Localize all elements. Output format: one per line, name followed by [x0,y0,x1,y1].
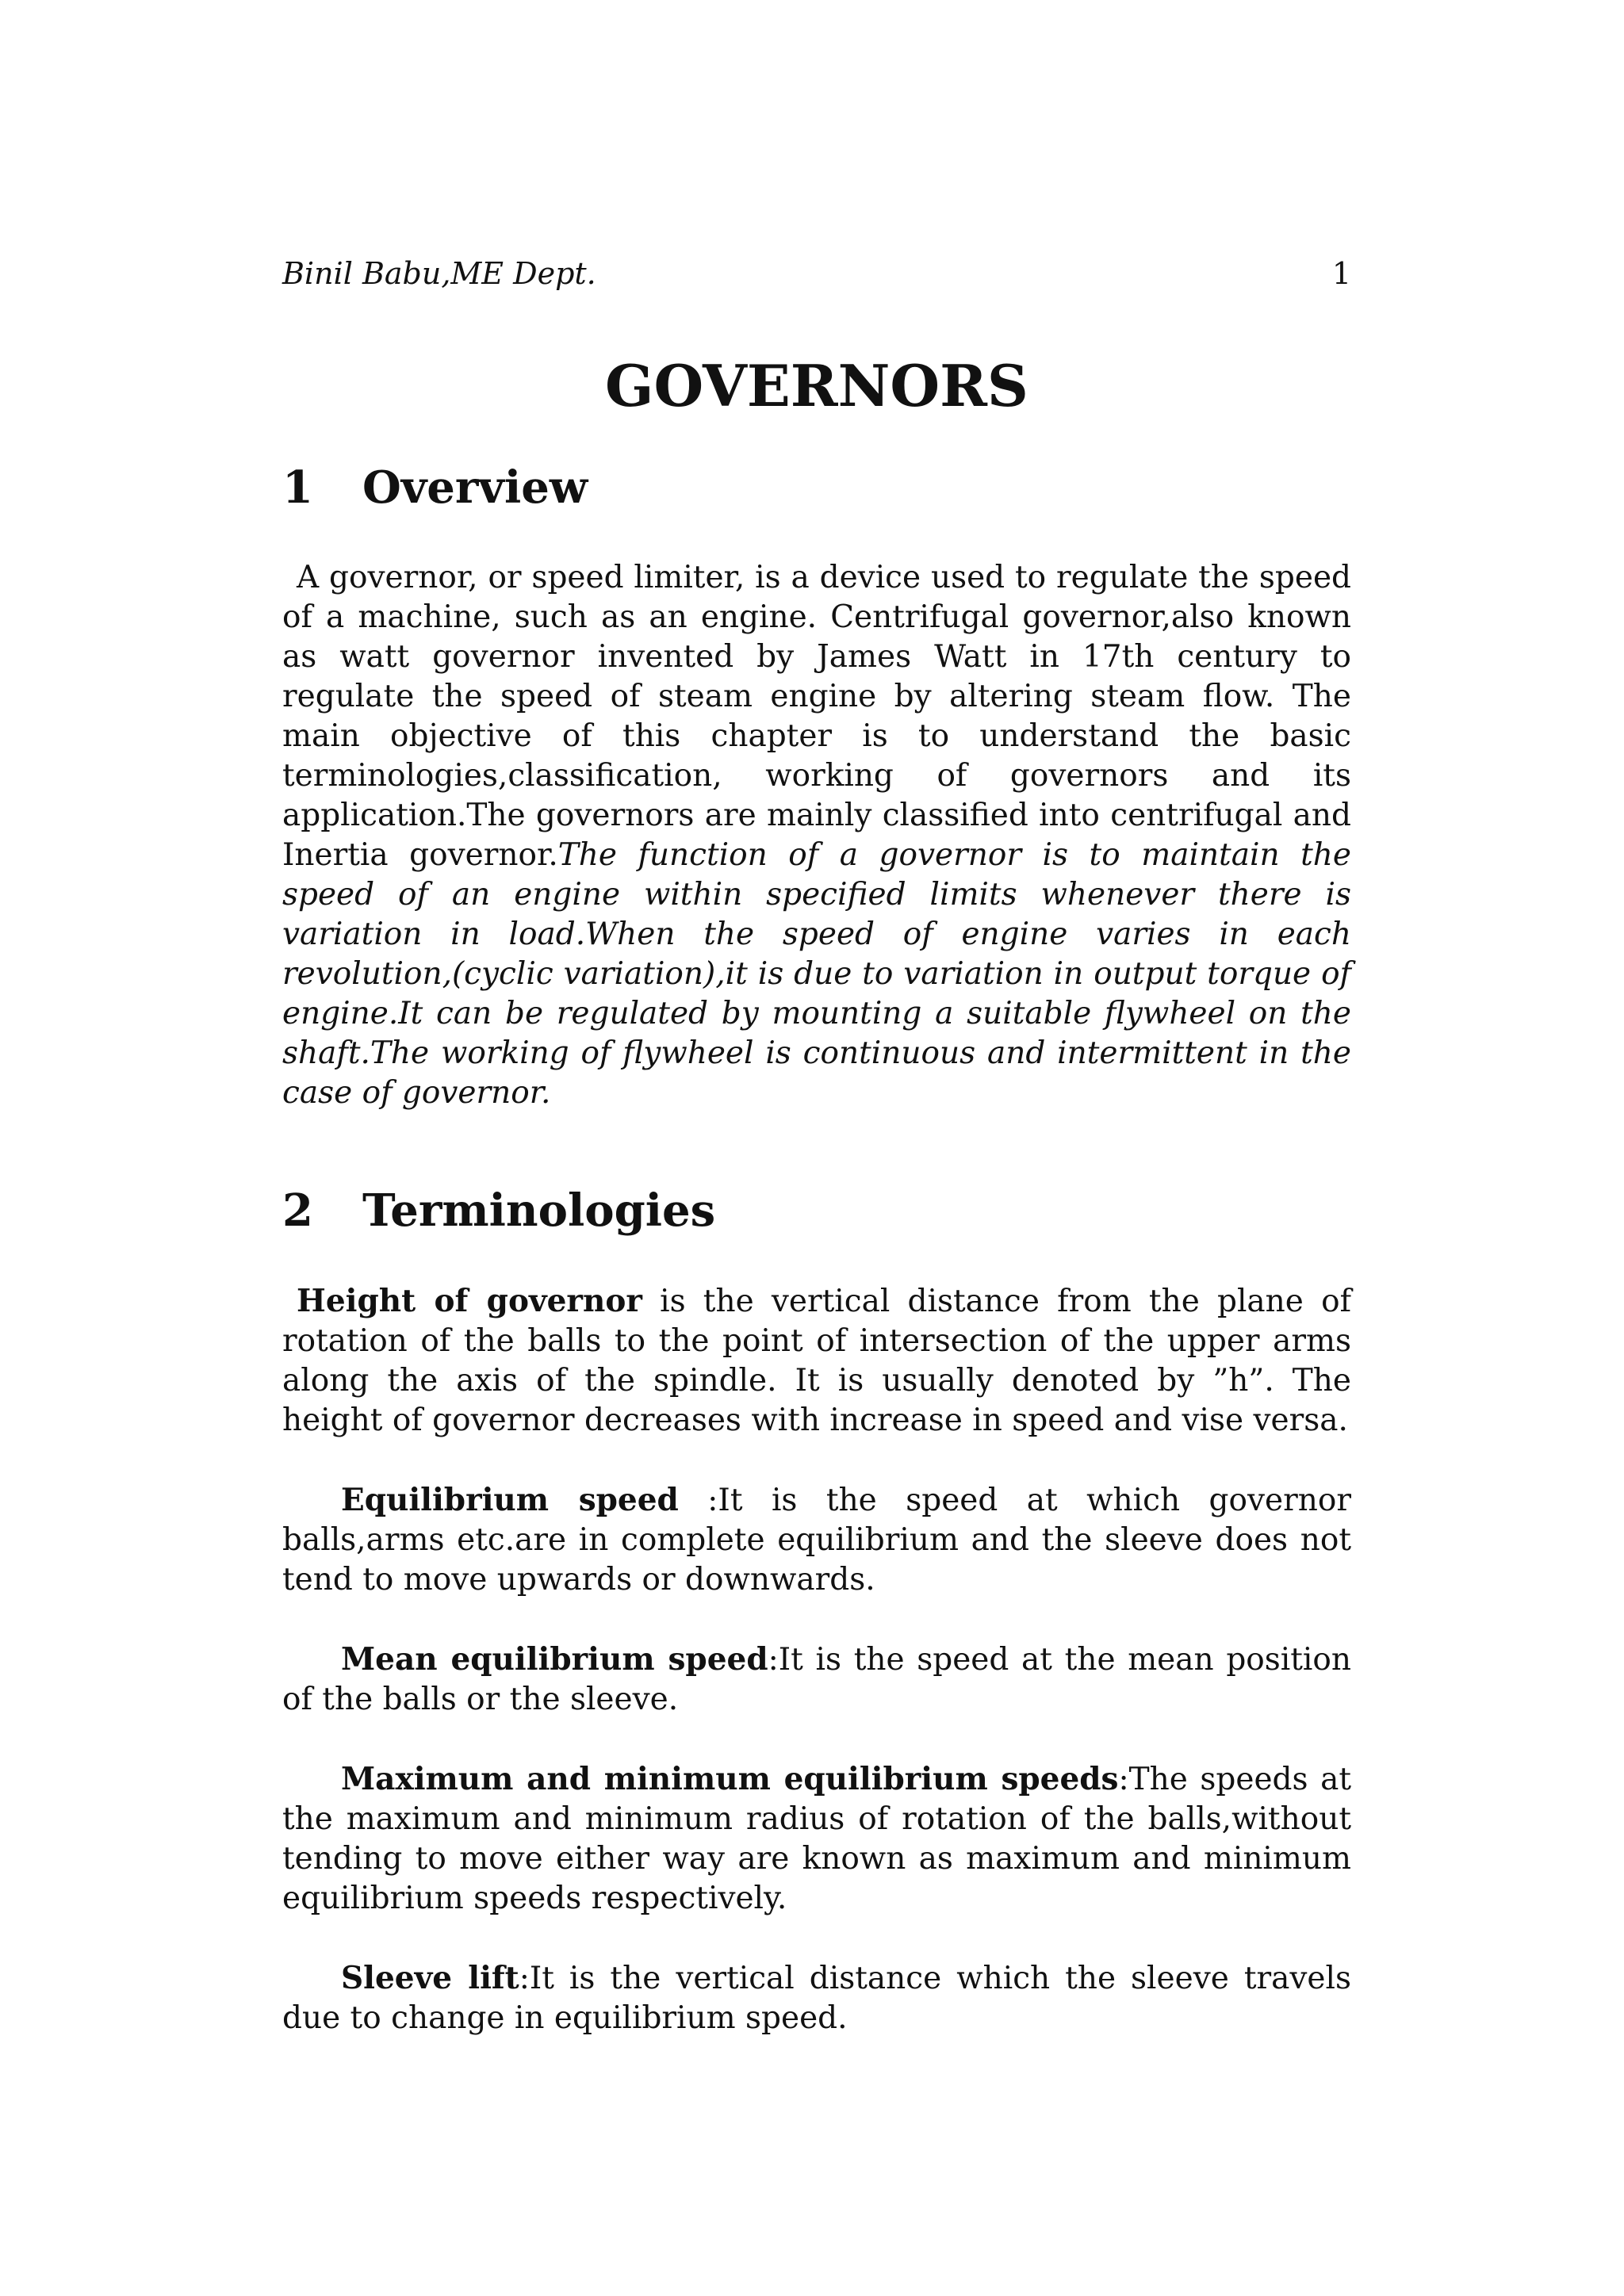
term-height-of-governor [282,1281,1351,1441]
section-title: Terminologies [362,1184,716,1237]
document-page [282,254,1351,2038]
document-title: GOVERNORS [605,352,1028,419]
section-heading-terminologies [282,1183,1351,1238]
term-label: Equilibrium speed [341,1482,679,1518]
term-mean-equilibrium-speed [282,1640,1351,1720]
term-max-min-equilibrium-speeds [282,1759,1351,1919]
section-title: Overview [362,461,588,514]
term-label: Maximum and minimum equilibrium speeds [341,1761,1119,1797]
term-label: Height of governor [297,1283,642,1319]
page-number: 1 [1331,256,1351,291]
overview-italic-text: The function of a governor is to maintain the speed of an engine within specified limits whenever there is variation in load.When the speed of engine varies in each revolution,(cyclic variation),it is due to variation in output torque of engine.It can be regulated by mounting a suitable flywheel on the shaft.The working of flywheel is continuous and intermittent in the case of governor. [282,837,1351,1111]
term-definition: :It is the vertical distance which the sleeve travels due to change in equilibrium speed. [282,1961,1351,2036]
term-equilibrium-speed [282,1480,1351,1600]
overview-text: A governor, or speed limiter, is a device used to regulate the speed of a machine, such as an engine. Centrifugal governor,also known as watt governor invented by James Watt in 17th century to regulate the speed of steam engine by altering steam flow. The main objective of this chapter is to understand the basic terminologies,classification, working of governors and its application.The governors are mainly classified into centrifugal and Inertia governor. [282,560,1351,873]
term-definition: :The speeds at the maximum and minimum radius of rotation of the balls,without tending to move either way are known as maximum and minimum equilibrium speeds respectively. [282,1762,1351,1916]
header-author: Binil Babu,ME Dept. [282,256,596,291]
term-label: Sleeve lift [341,1960,519,1996]
section-heading-overview [282,460,1351,515]
section-number: 1 [282,461,313,514]
overview-paragraph [282,558,1351,1113]
term-label: Mean equilibrium speed [341,1641,768,1678]
section-number: 2 [282,1184,313,1237]
term-sleeve-lift [282,1958,1351,2038]
running-header [282,254,1351,293]
term-definition: is the vertical distance from the plane of rotation of the balls to the point of intersection of the upper arms along the axis of the spindle. It is usually denoted by ”h”. The height of governor decreases with increase in speed and vise versa. [282,1284,1351,1438]
term-definition: :It is the speed at the mean position of the balls or the sleeve. [282,1642,1351,1717]
term-definition: :It is the speed at which governor balls,arms etc.are in complete equilibrium and the sleeve does not tend to move upwards or downwards. [282,1483,1351,1598]
